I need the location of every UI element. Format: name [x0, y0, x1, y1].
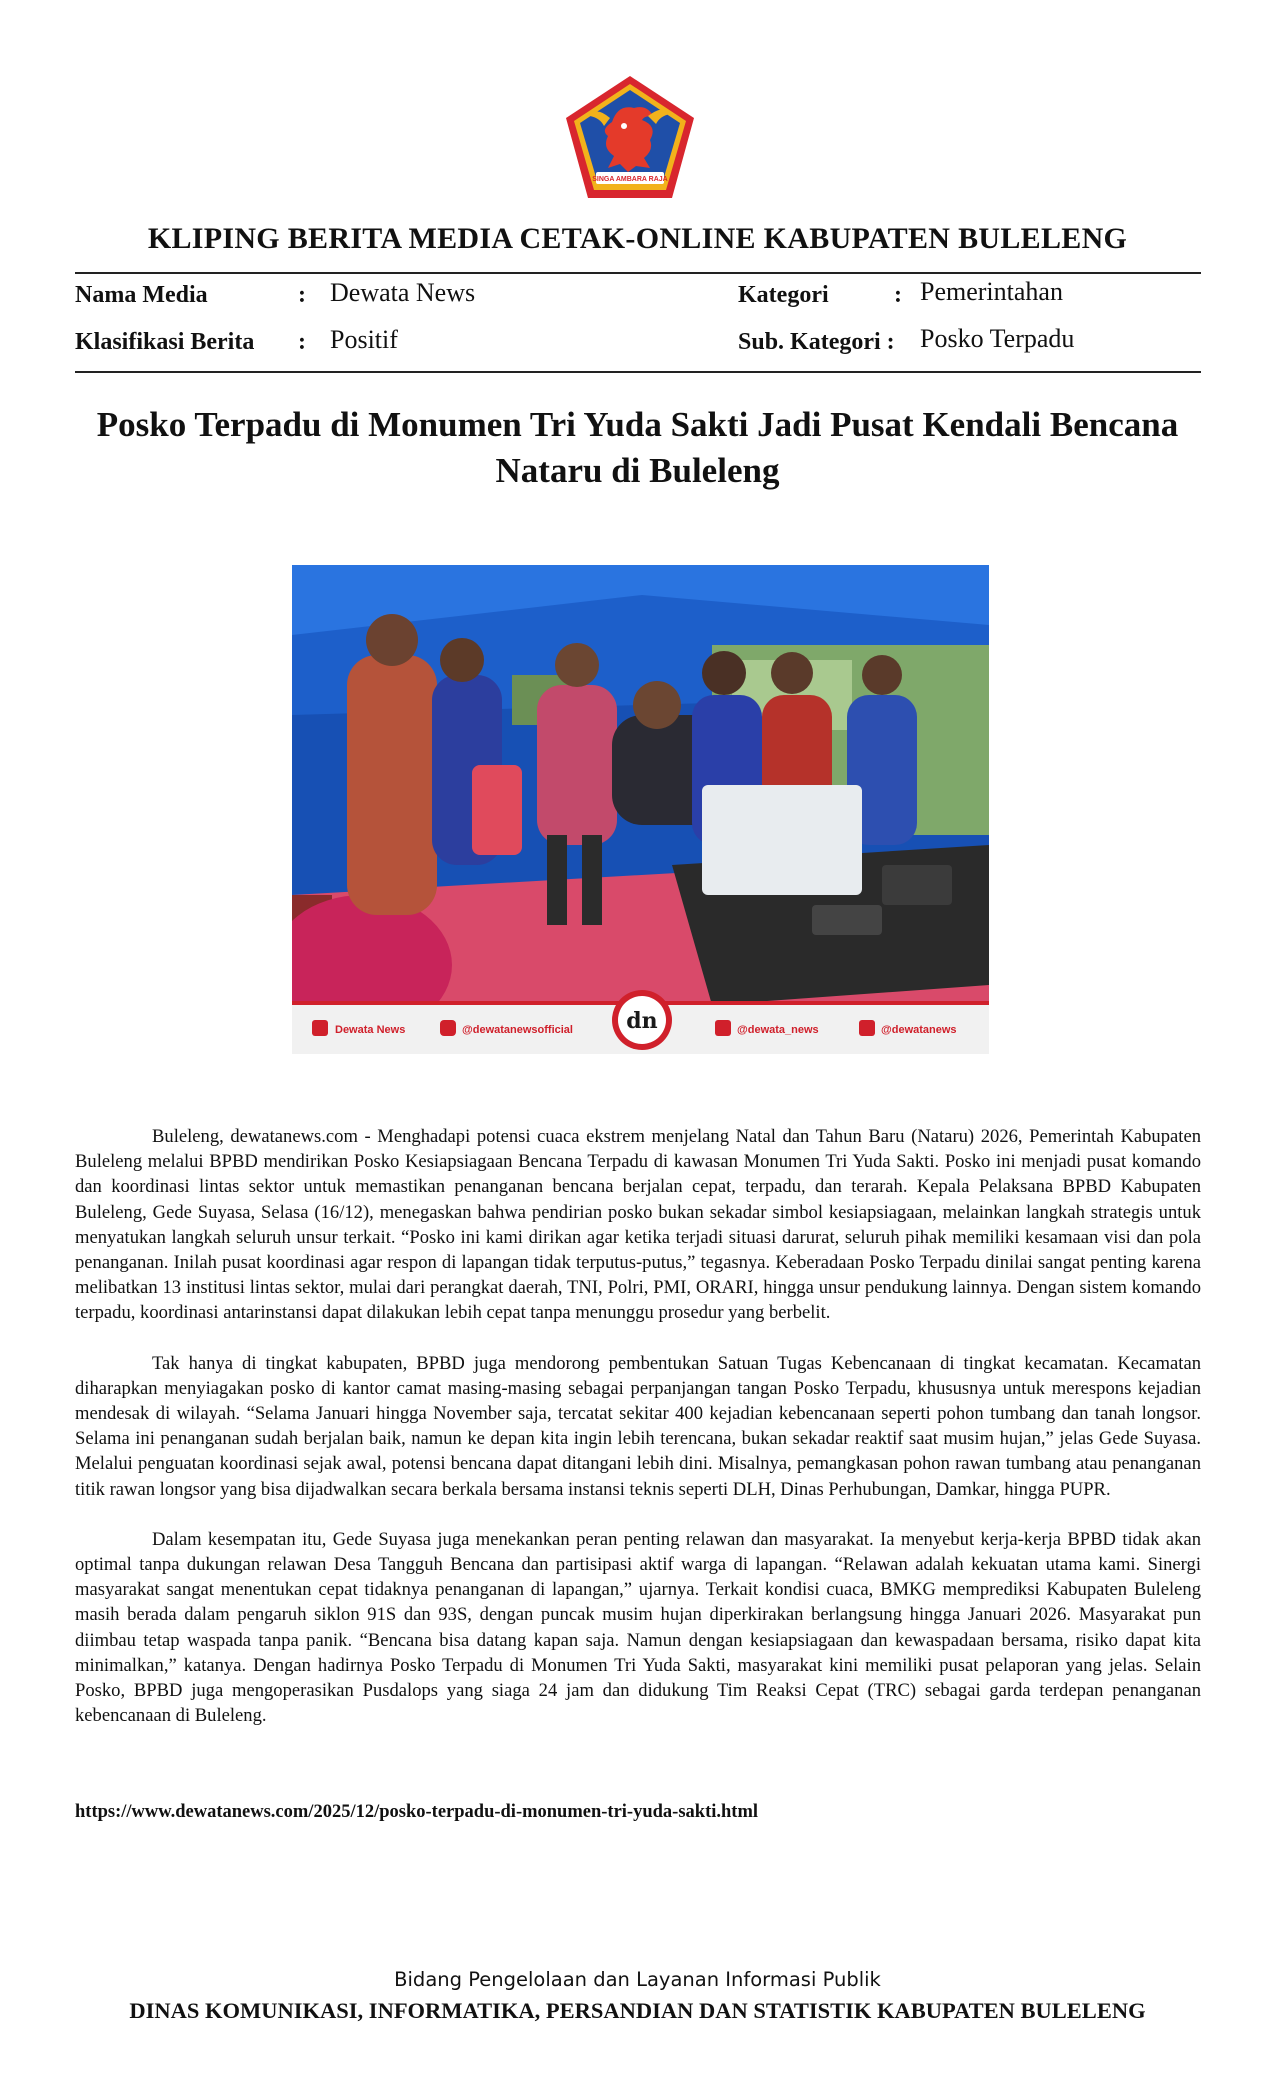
header-top-divider [75, 272, 1201, 274]
photo-brand-logo-text: dn [626, 1008, 658, 1034]
sub-kategori-value: Posko Terpadu [920, 324, 1075, 353]
clipping-header-title: KLIPING BERITA MEDIA CETAK-ONLINE KABUPATEN BULELENG [147, 222, 1128, 255]
klasifikasi-label: Klasifikasi Berita [75, 329, 255, 355]
footer-division: Bidang Pengelolaan dan Layanan Informasi Publik [394, 1968, 881, 1991]
klasifikasi-colon: : [298, 329, 306, 355]
header-bottom-divider [75, 371, 1201, 373]
sub-kategori-label: Sub. Kategori : [738, 329, 895, 355]
tiktok-icon [859, 1020, 875, 1036]
media-name-colon: : [298, 282, 306, 308]
instagram-icon [440, 1020, 456, 1036]
article-paragraph: Tak hanya di tingkat kabupaten, BPBD juga mendorong pembentukan Satuan Tugas Kebencanaan di tingkat kecamatan. Kecamatan diharapkan menyiagakan posko di kantor camat masing-masing sebagai perpanjangan tangan Posko Terpadu, khususnya untuk merespons kejadian mendesak di wilayah. “Selama Januari hingga November saja, tercatat sekitar 400 kejadian kebencanaan seperti pohon tumbang dan tanah longsor. Selama ini penanganan sudah berjalan baik, namun ke depan kita ingin lebih terencana, bukan sekadar reaktif saat musim hujan,” jelas Gede Suyasa. Melalui penguatan koordinasi sejak awal, potensi bencana dapat ditangani lebih dini. Misalnya, pemangkasan pohon rawan tumbang atau penanganan titik rawan longsor yang bisa dijadwalkan secara berkala bersama instansi teknis seperti DLH, Dinas Perhubungan, Damkar, hingga PUPR. [75, 1352, 1201, 1500]
photo-twitter-handle: @dewata_news [737, 1024, 819, 1036]
news-photo [292, 565, 989, 1054]
media-name-value: Dewata News [330, 278, 476, 307]
singa-ambara-raja-emblem-icon [562, 74, 698, 202]
facebook-icon [312, 1020, 328, 1036]
article-title: Posko Terpadu di Monumen Tri Yuda Sakti Jadi Pusat Kendali Bencana Nataru di Buleleng [96, 405, 1179, 490]
photo-facebook-handle: Dewata News [335, 1024, 406, 1036]
klasifikasi-value: Positif [330, 325, 398, 354]
kategori-label: Kategori [738, 282, 829, 308]
photo-instagram-handle: @dewatanewsofficial [462, 1024, 573, 1036]
article-paragraph: Buleleng, dewatanews.com - Menghadapi potensi cuaca ekstrem menjelang Natal dan Tahun Baru (Nataru) 2026, Pemerintah Kabupaten Buleleng melalui BPBD mendirikan Posko Kesiapsiagaan Bencana Terpadu di kawasan Monumen Tri Yuda Sakti. Posko ini menjadi pusat komando dan koordinasi lintas sektor untuk memastikan penanganan bencana berjalan cepat, terpadu, dan terarah. Kepala Pelaksana BPBD Kabupaten Buleleng, Gede Suyasa, Selasa (16/12), menegaskan bahwa pendirian posko bukan sekadar simbol kesiapsiagaan, melainkan langkah strategis untuk menyatukan langkah seluruh unsur terkait. “Posko ini kami dirikan agar ketika terjadi situasi darurat, seluruh pihak memiliki kesamaan visi dan pola penanganan. Inilah pusat koordinasi agar respon di lapangan tidak terputus-putus,” tegasnya. Keberadaan Posko Terpadu dinilai sangat penting karena melibatkan 13 institusi lintas sektor, mulai dari perangkat daerah, TNI, Polri, PMI, ORARI, hingga unsur pendukung lainnya. Dengan sistem komando terpadu, koordinasi antarinstansi dapat dilakukan lebih cepat tanpa menunggu prosedur yang berbelit. [75, 1126, 1201, 1324]
svg-text:SINGA AMBARA RAJA: SINGA AMBARA RAJA [592, 176, 668, 183]
media-name-label: Nama Media [75, 282, 208, 308]
kabupaten-buleleng-logo [562, 74, 698, 202]
twitter-icon [715, 1020, 731, 1036]
footer-agency: DINAS KOMUNIKASI, INFORMATIKA, PERSANDIAN DAN STATISTIK KABUPATEN BULELENG [129, 1998, 1146, 2023]
article-body [75, 1124, 1201, 1753]
kategori-colon: : [894, 282, 902, 308]
photo-tiktok-handle: @dewatanews [881, 1024, 957, 1036]
source-url-link[interactable]: https://www.dewatanews.com/2025/12/posko-terpadu-di-monumen-tri-yuda-sakti.html [75, 1802, 758, 1822]
news-photo-illustration [292, 565, 989, 1054]
article-paragraph: Dalam kesempatan itu, Gede Suyasa juga menekankan peran penting relawan dan masyarakat. Ia menyebut kerja-kerja BPBD tidak akan optimal tanpa dukungan relawan Desa Tangguh Bencana dan partisipasi aktif warga di lapangan. “Relawan adalah kekuatan utama kami. Sinergi masyarakat sangat menentukan cepat tidaknya penanganan di lapangan,” ujarnya. Terkait kondisi cuaca, BMKG memprediksi Kabupaten Buleleng masih berada dalam pengaruh siklon 91S dan 93S, dengan puncak musim hujan diperkirakan berlangsung hingga Januari 2026. Masyarakat pun diimbau tetap waspada tanpa panik. “Bencana bisa datang kapan saja. Namun dengan kesiapsiagaan dan kewaspadaan bersama, risiko dapat kita minimalkan,” katanya. Dengan hadirnya Posko Terpadu di Monumen Tri Yuda Sakti, masyarakat kini memiliki pusat pelaporan yang jelas. Selain Posko, BPBD juga mengoperasikan Pusdalops yang siaga 24 jam dan didukung Tim Reaksi Cepat (TRC) sebagai garda terdepan penanganan kebencanaan di Buleleng. [75, 1528, 1201, 1727]
kategori-value: Pemerintahan [920, 277, 1063, 306]
